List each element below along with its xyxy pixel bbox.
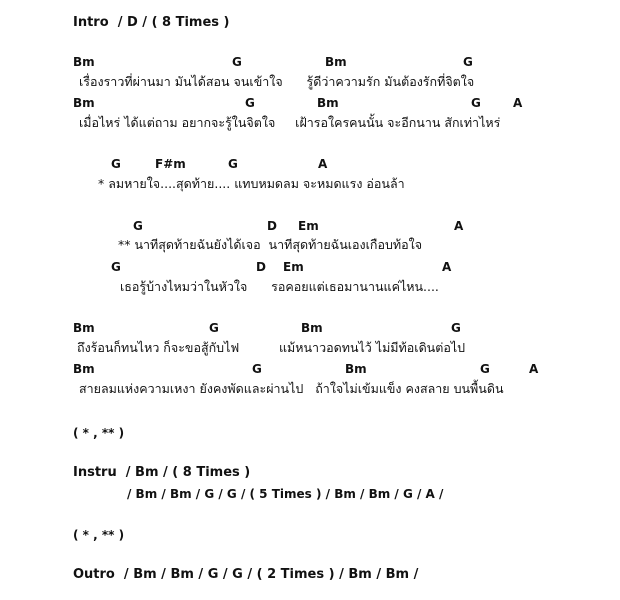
chord: A <box>442 260 452 274</box>
lyric-line: เรื่องราวที่ผ่านมา มันได้สอน จนเข้าใจ รู้ดีว่าความรัก มันต้องรักที่จิตใจ <box>79 74 475 89</box>
lyric-line: ** นาทีสุดท้ายฉันยังได้เจอ นาทีสุดท้ายฉันเองเกือบท้อใจ <box>118 237 423 252</box>
instru-title: Instru / Bm / ( 8 Times ) <box>73 465 251 480</box>
chord: G <box>133 219 143 233</box>
chord: Em <box>283 260 304 274</box>
chord: G <box>463 55 473 69</box>
chord: Bm <box>301 321 323 335</box>
chord: A <box>529 362 539 376</box>
chord: G <box>228 157 238 171</box>
chord: A <box>513 96 523 110</box>
lyric-line: สายลมแห่งความเหงา ยังคงพัดและผ่านไป ถ้าใจไม่เข้มแข็ง คงสลาย บนพื้นดิน <box>79 381 504 396</box>
lyric-line: เมื่อไหร่ ได้แต่ถาม อยากจะรู้ในจิตใจ เฝ้ารอใครคนนั้น จะอีกนาน สักเท่าไหร่ <box>79 115 501 130</box>
chord: G <box>111 157 121 171</box>
chord: A <box>454 219 464 233</box>
chord: Bm <box>325 55 347 69</box>
chord: G <box>111 260 121 274</box>
chord: Bm <box>73 96 95 110</box>
chord: Bm <box>73 362 95 376</box>
chord: G <box>480 362 490 376</box>
chord: D <box>256 260 266 274</box>
chord: Bm <box>73 55 95 69</box>
chord: G <box>252 362 262 376</box>
chord: F#m <box>155 157 186 171</box>
lyric-line: เธอรู้บ้างไหมว่าในหัวใจ รอคอยแต่เธอมานานแค่ไหน.... <box>120 279 439 294</box>
chord: G <box>451 321 461 335</box>
chord: G <box>471 96 481 110</box>
chord: G <box>232 55 242 69</box>
repeat-marker: ( * , ** ) <box>73 528 125 542</box>
chord: G <box>209 321 219 335</box>
lyric-line: ถึงร้อนก็ทนไหว ก็จะขอสู้กับไฟ แม้หนาวอดทนไว้ ไม่มีท้อเดินต่อไป <box>77 340 466 355</box>
chord: D <box>267 219 277 233</box>
lyric-line: * ลมหายใจ....สุดท้าย.... แทบหมดลม จะหมดแรง อ่อนล้า <box>98 176 405 191</box>
chord: G <box>245 96 255 110</box>
chord: Em <box>298 219 319 233</box>
outro-line: Outro / Bm / Bm / G / G / ( 2 Times ) / Bm / Bm / <box>73 567 419 582</box>
chord: Bm <box>73 321 95 335</box>
chord: Bm <box>317 96 339 110</box>
repeat-marker: ( * , ** ) <box>73 426 125 440</box>
chord: Bm <box>345 362 367 376</box>
instru-line: / Bm / Bm / G / G / ( 5 Times ) / Bm / Bm / G / A / <box>127 487 444 501</box>
chord: A <box>318 157 328 171</box>
intro-line: Intro / D / ( 8 Times ) <box>73 15 230 30</box>
